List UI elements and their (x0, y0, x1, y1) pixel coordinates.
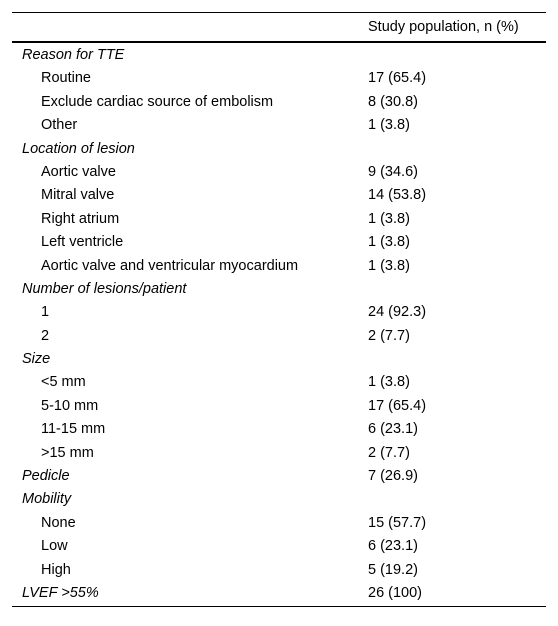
row-value: 1 (3.8) (368, 374, 410, 391)
section-label: Pedicle (22, 468, 70, 485)
row-value: 17 (65.4) (368, 70, 427, 87)
table-section-row (12, 582, 546, 605)
table-section-row (12, 44, 546, 67)
table-section-row (12, 348, 546, 371)
column-header-study-population: Study population, n (%) (368, 19, 519, 35)
table-row (12, 67, 546, 90)
row-value: 15 (57.7) (368, 514, 427, 531)
row-value: 2 (7.7) (368, 444, 410, 461)
row-value: 9 (34.6) (368, 163, 418, 180)
table-row (12, 442, 546, 465)
table-row (12, 301, 546, 324)
row-label: Right atrium (41, 210, 120, 227)
section-label: Number of lesions/patient (22, 280, 187, 297)
row-value: 1 (3.8) (368, 257, 410, 274)
table-row (12, 418, 546, 441)
section-label: LVEF >55% (22, 584, 99, 601)
table-row (12, 512, 546, 535)
table-row (12, 325, 546, 348)
row-label: 11-15 mm (41, 421, 106, 438)
table-section-row (12, 488, 546, 511)
row-label: 1 (41, 304, 50, 321)
row-label: Exclude cardiac source of embolism (41, 93, 274, 110)
row-value: 2 (7.7) (368, 327, 410, 344)
row-value: 26 (100) (368, 584, 423, 601)
table-row (12, 559, 546, 582)
row-value: 17 (65.4) (368, 397, 427, 414)
table-row (12, 114, 546, 137)
table-row (12, 161, 546, 184)
row-label: Mitral valve (41, 187, 115, 204)
row-label: Low (41, 538, 68, 555)
row-value: 7 (26.9) (368, 468, 418, 485)
row-label: Left ventricle (41, 234, 124, 251)
table-row (12, 208, 546, 231)
table-row (12, 231, 546, 254)
row-value: 1 (3.8) (368, 210, 410, 227)
row-value: 1 (3.8) (368, 117, 410, 134)
row-label: Aortic valve and ventricular myocardium (41, 257, 299, 274)
row-label: <5 mm (41, 374, 86, 391)
row-value: 6 (23.1) (368, 421, 418, 438)
row-value: 14 (53.8) (368, 187, 427, 204)
row-label: 5-10 mm (41, 397, 99, 414)
row-label: High (41, 561, 71, 578)
table-section-row (12, 278, 546, 301)
table-row (12, 255, 546, 278)
section-label: Location of lesion (22, 140, 135, 157)
table-body (12, 44, 546, 607)
row-label: None (41, 514, 76, 531)
table-row (12, 184, 546, 207)
table-row (12, 535, 546, 558)
row-value: 1 (3.8) (368, 234, 410, 251)
row-value: 8 (30.8) (368, 93, 418, 110)
data-table (12, 12, 546, 607)
row-value: 24 (92.3) (368, 304, 427, 321)
table-section-row (12, 465, 546, 488)
row-value: 6 (23.1) (368, 538, 418, 555)
section-label: Size (22, 351, 51, 368)
row-label: 2 (41, 327, 50, 344)
section-label: Reason for TTE (22, 47, 125, 63)
section-label: Mobility (22, 491, 72, 508)
table-row (12, 395, 546, 418)
row-label: >15 mm (41, 444, 94, 461)
row-label: Aortic valve (41, 163, 116, 180)
table-section-row (12, 138, 546, 161)
row-label: Other (41, 117, 78, 134)
table-row (12, 91, 546, 114)
row-label: Routine (41, 70, 91, 87)
table-header (12, 12, 546, 43)
row-value: 5 (19.2) (368, 561, 418, 578)
table-row (12, 371, 546, 394)
